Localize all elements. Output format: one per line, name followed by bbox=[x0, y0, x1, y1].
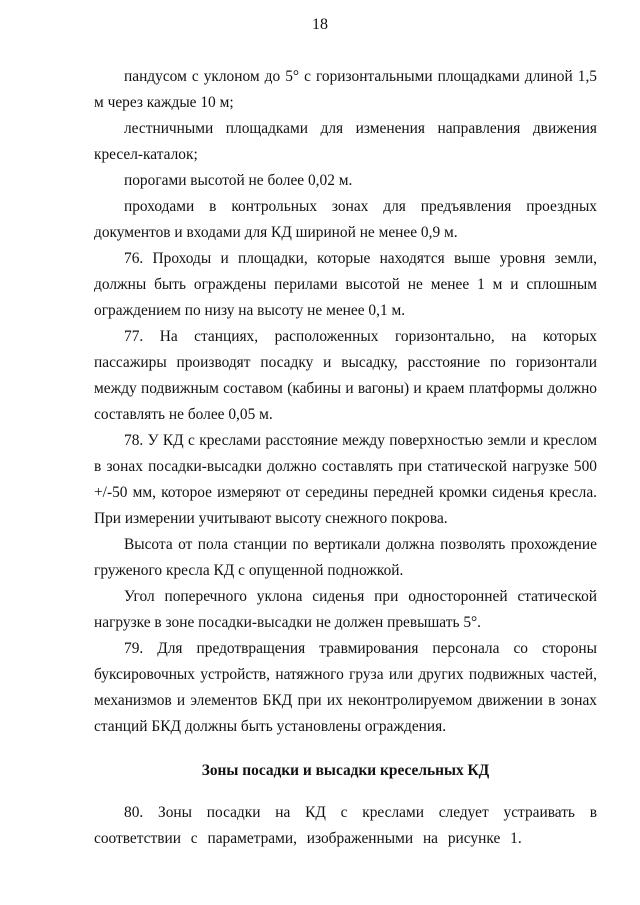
paragraph-thresholds: порогами высотой не более 0,02 м. bbox=[124, 172, 353, 189]
paragraph-80: 80. Зоны посадки на КД с креслами следует устраивать в соответствии с параметрами, изображенными на рисунке 1. bbox=[94, 804, 597, 847]
paragraph-height: Высота от пола станции по вертикали должна позволять прохождение груженого кресла КД с опущенной подножкой. bbox=[94, 536, 597, 579]
paragraph-76: 76. Проходы и площадки, которые находятся выше уровня земли, должны быть ограждены перилами высотой не менее 1 м и сплошным ограждением по низу на высоту не менее 0,1 м. bbox=[94, 250, 597, 319]
paragraph-78: 78. У КД с креслами расстояние между поверхностью земли и креслом в зонах посадки-высадки должно составлять при статической нагрузке 500 +/-50 мм, которое измеряют от середины передней кромки сиденья кресла. При измерении учитывают высоту снежного покрова. bbox=[94, 432, 597, 527]
paragraph-79: 79. Для предотвращения травмирования персонала со стороны буксировочных устройств, натяжного груза или других подвижных частей, механизмов и элементов БКД при их неконтролируемом движении в зонах станций БКД должны быть установлены ограждения. bbox=[94, 640, 597, 735]
paragraph-angle: Угол поперечного уклона сиденья при односторонней статической нагрузке в зоне посадки-высадки не должен превышать 5°. bbox=[94, 588, 597, 631]
paragraph-ramp: пандусом с уклоном до 5° с горизонтальными площадками длиной 1,5 м через каждые 10 м; bbox=[94, 68, 597, 111]
paragraph-stair-landings: лестничными площадками для изменения направления движения кресел-каталок; bbox=[94, 120, 597, 163]
document-body bbox=[94, 64, 597, 852]
paragraph-passages: проходами в контрольных зонах для предъявления проездных документов и входами для КД шириной не менее 0,9 м. bbox=[94, 198, 597, 241]
paragraph-77: 77. На станциях, расположенных горизонтально, на которых пассажиры производят посадку и высадку, расстояние по горизонтали между подвижным составом (кабины и вагоны) и краем платформы должно составлять не более 0,05 м. bbox=[94, 328, 597, 423]
page-number: 18 bbox=[312, 16, 328, 33]
section-heading: Зоны посадки и высадки кресельных КД bbox=[201, 762, 490, 779]
